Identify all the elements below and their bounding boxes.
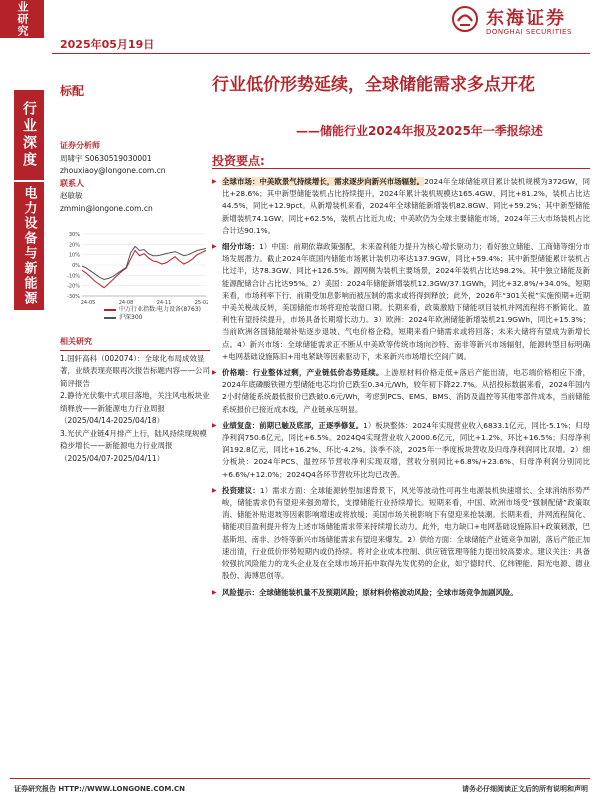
report-date: 2025年05月19日 [60,38,155,51]
series-line-1 [82,251,206,288]
highlight-bullet [212,241,590,363]
y-tick-label: -20% [67,283,80,290]
logo-text-cn: 东海证券 [486,8,566,29]
related-item[interactable]: 1.国轩高科（002074）：全球化布局成效显著，业绩表现亮眼再次报告标题内容——公司简评报告 [60,353,210,388]
sidebar-tag-industry: 电力设备与新能源 [14,182,44,310]
related-item[interactable]: 2.静待光伏集中式项目落地，关注风电板块业绩释放——新能源电力行业周报（2025/04/14-2025/04/18） [60,391,210,425]
bullet-text: 2024年全球储能项目累计装机规模为372GW，同比+28.6%；其中新型储能装机占比持续提升，2024年累计装机规模达165.4GW、同比+81.2%，装机占比达44.5%，同比+12.9pct。从新增装机来看，2024年全球储能新增装机82.8GW、同比+59.2%；其中新型储能新增装机74.1GW、同比+62.5%，装机占比近九成；中美欧仍为全球主要储能市场，2024年三大市场装机占比合计达90.1%。 [222,177,590,235]
contact-name: 赵敏敏 [60,191,83,200]
bullet-head: 风险提示：全球储能装机量不及预期风险；原材料价格波动风险；全球市场竞争加剧风险。 [222,587,518,597]
highlights-title: 投资要点: [212,154,265,168]
y-tick-label: -30% [67,294,80,300]
bullet-text: 上游原材料价格走低+落后产能出清，电芯端价格相应下滑，2024年底磷酸铁锂方型储能电芯均价已跌至0.34元/Wh，较年初下降22.7%。从招投标数据来看，2024年国内2小时储能系统最低报价已跌破0.6元/Wh，考虑到PCS、EMS、BMS、消防及温控等其他零部件成本，当前储能系统报价已接近成本线，产业链承压明显。 [222,368,590,414]
y-tick-label: 20% [68,242,80,249]
y-tick-label: 10% [68,252,80,259]
analyst-info [60,140,210,215]
bullet-head: 全球市场：中美欧景气持续增长，需求逐步向新兴市场辐射。 [222,177,425,186]
logo-mark-icon [452,6,478,32]
highlight-bullet [212,176,590,237]
legend-swatch-1 [104,309,116,311]
report-title: 行业低价形势延续，全球储能需求多点开花 [212,75,535,95]
highlight-bullet [212,485,590,583]
related-label: 相关研究 [60,336,210,351]
contact-label: 联系人 [60,178,84,188]
bullet-text: 1）中国：前期依靠政策强配，未来盈利能力提升为核心增长驱动力；看好独立储能、工商储等细分市场发展潜力。截止2024年底国内储能市场累计装机功率达137.9GW，同比+59.4%；其中新型储能累计装机占比过半，达78.3GW、同比+126.5%。源网侧为装机主要场景，2024年装机占比达98.2%。其中独立储能及新能源配储合计占比达95%。2）美国：2024年储能新增装机12.3GW/37.1GWh，同比+32.8%/+34.0%。短期来看，市场利率下行、前期受加息影响而被压制的需求或将得到释放；此外，2026年“301关税”实施预期+近期中美关税战反转，美国储能市场将迎抢装窗口期。长期来看，政策激励下储能项目装机并网流程将不断简化、盈利性有望持续提升，市场具备长期增长动力。3）欧洲：2024年欧洲储能新增装机21.9GWh，同比+15.3%；当前欧洲各国储能端补贴逐步退坡、气电价格企稳，短期来看户储需求或将回落；未来大储将有望成为新增长点。4）新兴市场：全球储能需求正不断从中美欧等传统市场向沙特、南非等新兴市场辐射，能源转型目标明确+电网基础设施陈旧+用电紧缺等因素驱动下，未来新兴市场增长空间广阔。 [222,242,590,361]
footer-divider [10,778,590,779]
category-tag: 业研究 [0,0,44,38]
related-item[interactable]: 3.光伏产业链4月排产上行，陆风持续现规模稳步增长——新能源电力行业周报（2025/04/07-2025/04/11） [60,428,207,463]
x-tick-label: 24-11 [156,300,172,306]
analyst-email[interactable]: zhouxiaoy@longone.com.cn [60,166,166,175]
contact-email[interactable]: zmmin@longone.com.cn [60,203,153,213]
x-tick-label: 24-05 [80,300,96,306]
footer-disclaimer: 请务必仔细阅读正文后的所有说明和声明 [462,785,588,793]
chart-svg [60,230,208,308]
analyst-label: 证券分析师 [60,141,100,150]
bullet-head: 投资建议： [222,485,260,495]
risk-warning [212,587,590,599]
highlight-bullet [212,420,590,481]
legend-label-2: 沪深300 [119,314,143,321]
series-line-2 [82,246,206,279]
chart-legend [104,306,201,322]
footer-website[interactable]: 证券研究报告 HTTP://WWW.LONGONE.COM.CN [14,785,186,793]
highlights-divider [212,168,590,169]
legend-item-1 [104,306,201,314]
header-divider [52,53,590,54]
bullet-head: 细分市场： [222,242,260,252]
sidebar-tag-report-type: 行业深度 [14,90,44,180]
legend-item-2 [104,314,201,322]
bullet-text: 1）板块整体：2024年实现营业收入6833.1亿元，同比-5.1%；归母净利润750.6亿元，同比+6.5%。2024Q4实现营业收入2000.6亿元，同比+1.2%、环比+16.5%；归母净利润192.8亿元，同比+16.2%、环比-4.2%。淡季不淡，2025年一季度板块营收及归母净利润同比双增。2）细分板块：2024年PCS、温控环节营收净利实现双增，营收分别同比+6.8%/+23.6%、归母净利润分别同比+6.6%/+12.0%；2024Q4各环节营收环比均已改善。 [222,420,590,479]
x-tick-label: 25-02 [194,300,208,306]
y-tick-label: -10% [67,273,80,280]
bullet-head: 价格端：行业整体过剩，产业链低价态势延续。 [222,368,384,378]
logo-text-en: DONGHAI SECURITIES [486,28,572,36]
legend-label-1: 中万行业指数:电力设备(8763) [119,306,201,313]
analyst-name: 周啸宇 S0630519030001 [60,153,152,163]
y-tick-label: 30% [68,232,80,238]
company-logo [452,4,592,44]
bullet-text: 1）需求方面：全球能源转型加速背景下，风光等波动性可再生电源装机快速增长、全球消纳形势严峻，储能需求仍有望迎来强劲增长，支撑储能行业持续增长。短期来看，中国、欧洲市场受“强制配储”政策取消、储能补贴退坡等因素影响增速或将放缓；美国市场关税影响下有望迎来抢装潮。长期来看，并网流程简化、储能项目盈利提升将为上述市场储能需求带来持续增长动力。此外，电力缺口+电网基础设施陈旧+政策刺激，巴基斯坦、南非、沙特等新兴市场储能需求有望迎来爆发。2）供给方面：全球储能产业链竞争加剧，落后产能正加速出清，行业低价形势短期内或仍持续。将对企业成本控制、供应链管理等能力提出较高要求。建议关注：具备较强抗风险能力的龙头企业及在全球市场开拓中取得先发优势的企业，如宁德时代、亿纬锂能、阳光电源、德业股份、海博思创等。 [222,485,590,581]
x-tick-label: 24-08 [118,300,134,306]
industry-rating: 标配 [60,84,85,98]
y-tick-label: 0% [72,263,80,269]
highlight-bullet [212,367,590,416]
legend-swatch-2 [104,317,116,319]
highlights-body [212,176,590,603]
bullet-head: 业绩复盘：前期已触及底部，正逐季修复。 [222,420,364,430]
report-subtitle: ——储能行业2024年报及2025年一季报综述 [296,124,543,138]
related-research [60,336,210,465]
